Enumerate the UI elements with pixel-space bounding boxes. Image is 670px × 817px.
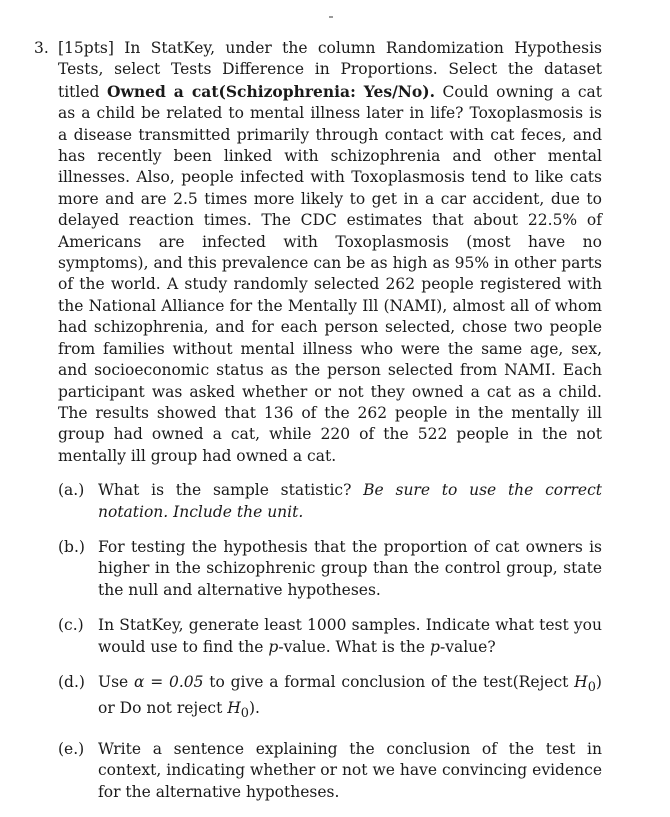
p-variable: p	[268, 637, 279, 656]
part-d-text-1: Use	[98, 672, 129, 691]
part-d-label: (d.)	[58, 672, 85, 691]
part-d-text-4: ).	[248, 699, 260, 718]
part-d	[58, 672, 602, 725]
header-mark	[329, 16, 333, 18]
part-e-text: Write a sentence explaining the conclusion of the test in context, indicating whether or not we have convincing evidence for the alternative hypotheses.	[98, 739, 602, 801]
problem-points: [15pts]	[58, 39, 114, 57]
part-c	[58, 615, 602, 658]
part-d-text-2: to give a formal conclusion of the test(Reject	[209, 672, 569, 691]
part-c-text	[98, 615, 602, 658]
part-b-label: (b.)	[58, 537, 85, 556]
h0-subscript: 0	[587, 680, 596, 696]
question-parts	[34, 480, 602, 803]
part-a-text	[98, 480, 602, 523]
part-b-text: For testing the hypothesis that the proportion of cat owners is higher in the schizophrenic group than the control group, state the null and alternative hypotheses.	[98, 537, 602, 599]
problem-3	[34, 38, 602, 817]
part-b	[58, 537, 602, 601]
part-d-text-3: or Do not reject	[98, 699, 223, 718]
part-c-text-2: -value. What is the	[278, 637, 426, 656]
h0-symbol: H	[574, 672, 588, 691]
p-variable: p	[430, 637, 440, 656]
part-c-label: (c.)	[58, 616, 84, 635]
h0-symbol: H	[227, 699, 241, 718]
h0-subscript: 0	[240, 706, 249, 722]
part-c-text-1: In StatKey, generate least 1000 samples. Indicate what test you would use to find the	[98, 616, 602, 656]
part-c-text-3: -value?	[439, 637, 496, 656]
problem-header	[34, 38, 602, 467]
part-a	[58, 480, 602, 523]
part-e	[58, 739, 602, 803]
problem-intro-2: Could owning a cat as a child be related to mental illness later in life? Toxoplasmosis is a disease transmitted primarily through contact with cat feces, and has recently been linked with schizophrenia and other mental illnesses. Also, people infected with Toxoplasmosis tend to like cats more and are 2.5 times more likely to get in a car accident, due to delayed reaction times. The CDC estimates that about 22.5% of Americans are infected with Toxoplasmosis (most have no symptoms), and this prevalence can be as high as 95% in other parts of the world. A study randomly selected 262 people registered with the National Alliance for the Mentally Ill (NAMI), almost all of whom had schizophrenia, and for each person selected, chose two people from families without mental illness who were the same age, sex, and socioeconomic status as the person selected from NAMI. Each participant was asked whether or not they owned a cat as a child. The results showed that 136 of the 262 people in the mentally ill group had owned a cat, while 220 of the 522 people in the not mentally ill group had owned a cat.	[58, 82, 602, 465]
part-a-emphasis: Be sure to use the correct notation. Include the unit.	[98, 481, 603, 521]
problem-statement	[58, 38, 602, 467]
part-a-question: What is the sample statistic?	[98, 481, 352, 500]
part-e-label: (e.)	[58, 739, 85, 758]
problem-intro-1: In StatKey, under the column Randomization Hypothesis Tests, select Tests Difference in Proportions. Select the dataset titled	[58, 39, 602, 101]
problem-number: 3.	[34, 39, 49, 57]
part-a-label: (a.)	[58, 481, 85, 500]
dataset-title: Owned a cat(Schizophrenia: Yes/No).	[107, 81, 435, 101]
part-d-text: Use α = 0.05 to give a formal conclusion of the test(Reject $H_0$) or Do not reject $H_0$).	[98, 672, 602, 722]
alpha-expression: α = 0.05	[133, 672, 204, 691]
